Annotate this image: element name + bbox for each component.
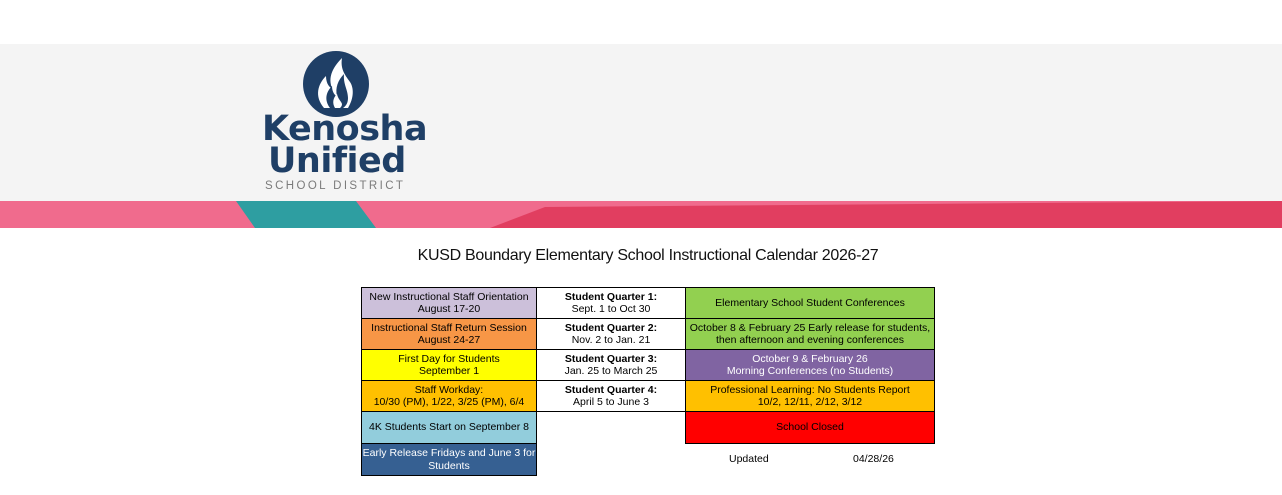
page-title: KUSD Boundary Elementary School Instructional Calendar 2026-27: [417, 247, 879, 264]
header-banner: [0, 44, 1282, 201]
legend-line: Elementary School Student Conferences: [715, 296, 905, 309]
legend-line: 10/2, 12/11, 2/12, 3/12: [757, 396, 863, 408]
decorative-stripe: [0, 201, 1282, 228]
legend-first-day-students: [361, 349, 537, 381]
legend-early-release-fridays: [361, 443, 537, 476]
legend-professional-learning: [685, 380, 935, 412]
updated-date: 04/28/26: [853, 453, 894, 465]
legend-line: First Day for Students: [398, 352, 500, 365]
quarter-dates: Jan. 25 to March 25: [564, 365, 658, 377]
legend-new-staff-orientation: [361, 287, 537, 319]
updated-label: Updated: [729, 453, 769, 465]
quarter-label: Student Quarter 3:: [564, 352, 658, 365]
quarter-dates: April 5 to June 3: [573, 396, 649, 408]
legend-line: Staff Workday:: [414, 383, 484, 396]
legend-line: August 24-27: [417, 334, 481, 346]
legend-staff-return-session: [361, 318, 537, 350]
legend-line: New Instructional Staff Orientation: [369, 290, 529, 303]
legend-line: Morning Conferences (no Students): [726, 365, 894, 377]
kusd-logo: [262, 50, 428, 195]
legend-line: October 9 & February 26: [752, 352, 868, 365]
legend-line: September 1: [418, 365, 480, 377]
legend-line: Early Release Fridays and June 3 for: [362, 447, 536, 459]
legend-line: Professional Learning: No Students Report: [710, 383, 910, 396]
logo-name-line1: Kenosha: [262, 109, 428, 149]
legend-line: 4K Students Start on September 8: [369, 421, 529, 434]
logo-name-line2: Unified: [268, 141, 406, 181]
quarter-dates: Nov. 2 to Jan. 21: [571, 334, 651, 346]
legend-student-conferences: [685, 287, 935, 319]
legend-school-closed: [685, 411, 935, 444]
legend-line: School Closed: [776, 421, 844, 434]
quarter-label: Student Quarter 1:: [564, 290, 658, 303]
quarter-label: Student Quarter 2:: [564, 321, 658, 334]
flame-emblem-icon: [302, 50, 370, 118]
legend-line: August 17-20: [417, 303, 481, 315]
quarter-4: [536, 380, 686, 412]
legend-line: October 8 & February 25 Early release for students,: [689, 321, 931, 334]
quarter-2: [536, 318, 686, 350]
quarter-label: Student Quarter 4:: [564, 383, 658, 396]
legend-4k-start: [361, 411, 537, 444]
legend-line: 10/30 (PM), 1/22, 3/25 (PM), 6/4: [373, 396, 525, 408]
legend-morning-conferences: [685, 349, 935, 381]
quarter-1: [536, 287, 686, 319]
legend-early-release-conferences: [685, 318, 935, 350]
legend-line: then afternoon and evening conferences: [716, 334, 904, 346]
logo-subtitle: SCHOOL DISTRICT: [265, 180, 406, 192]
quarter-3: [536, 349, 686, 381]
legend-line: Instructional Staff Return Session: [371, 321, 527, 334]
legend-staff-workday: [361, 380, 537, 412]
quarter-dates: Sept. 1 to Oct 30: [571, 303, 651, 315]
legend-line: Students: [428, 459, 470, 472]
